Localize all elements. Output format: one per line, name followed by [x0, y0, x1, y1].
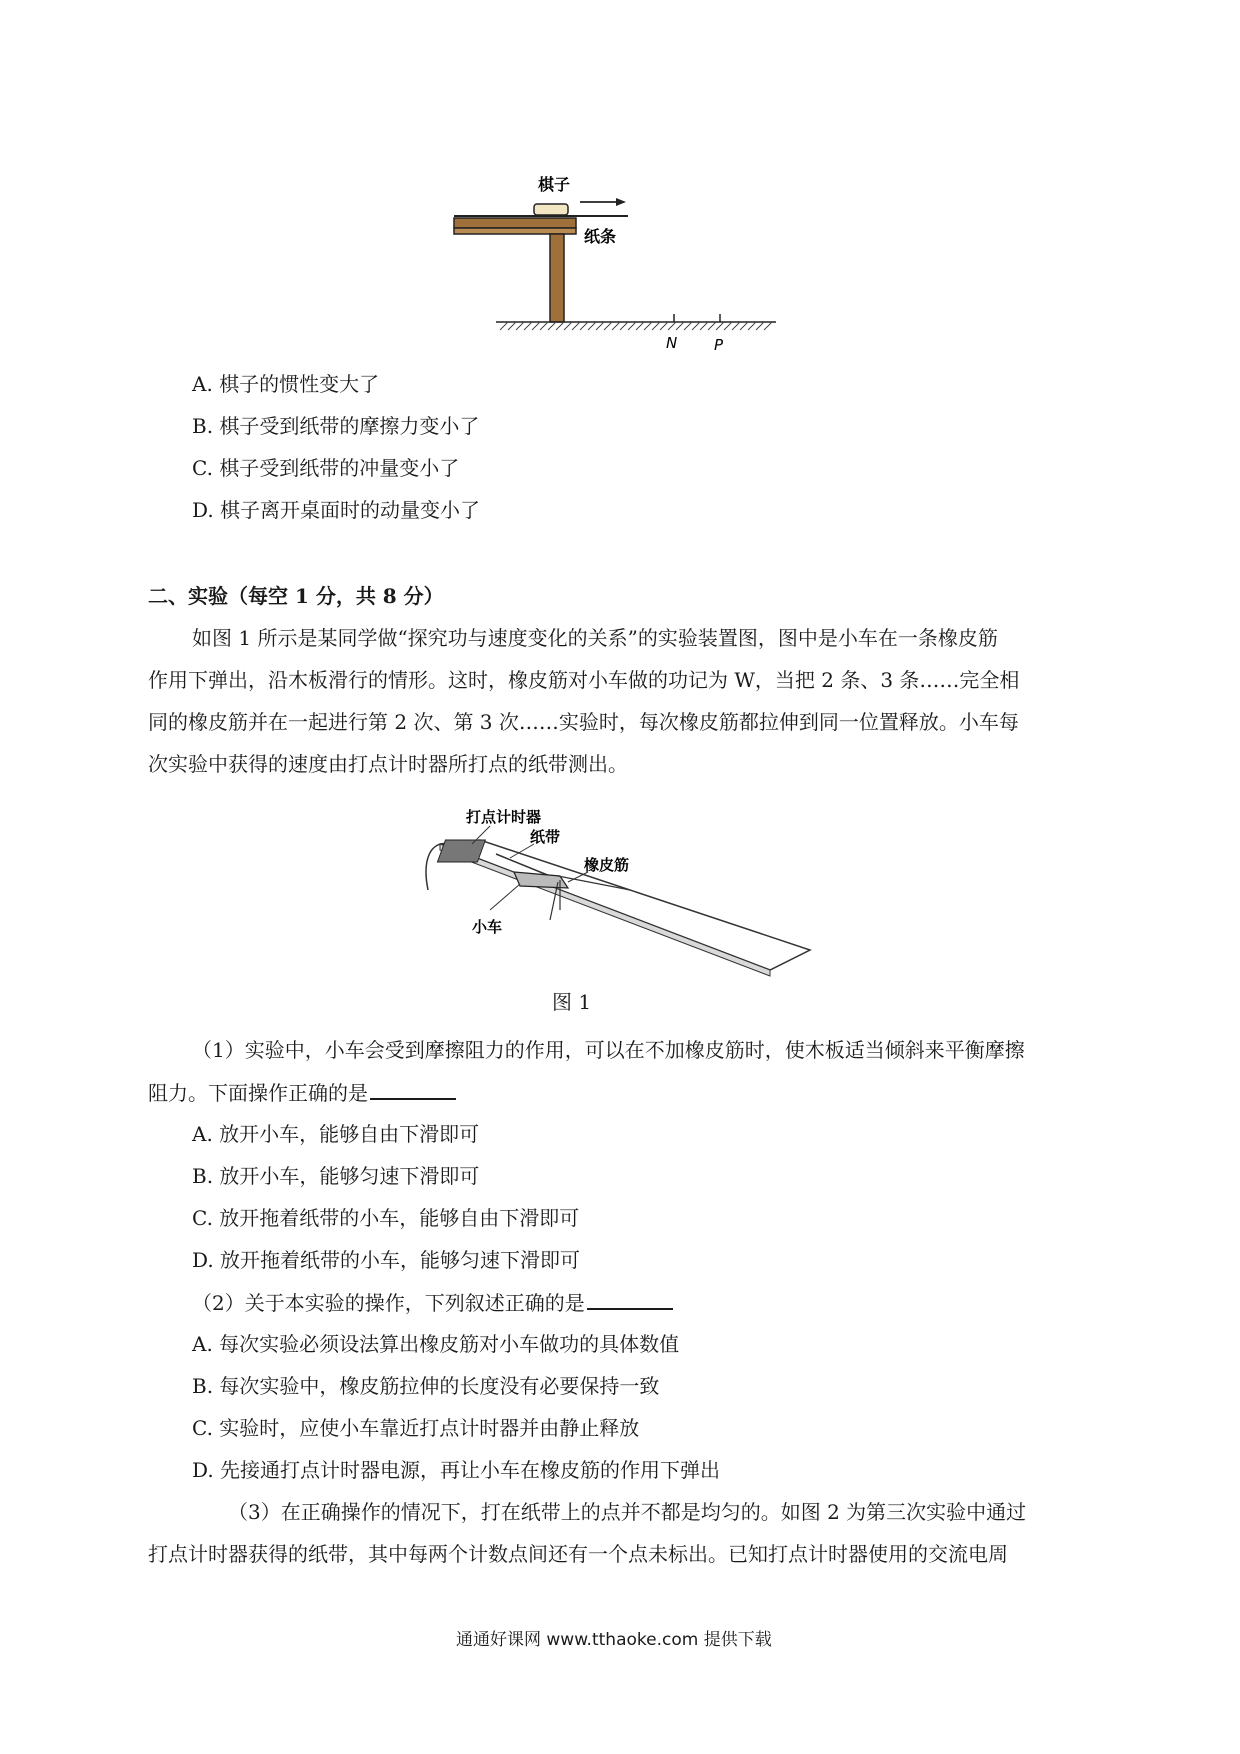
- timer-device: [437, 840, 485, 862]
- q1-stem-line-1: （1）实验中，小车会受到摩擦阻力的作用，可以在不加橡皮筋时，使木板适当倾斜来平衡摩擦: [192, 1038, 1025, 1062]
- prev-option-a: A. 棋子的惯性变大了: [192, 372, 380, 396]
- q1-option-d: D. 放开拖着纸带的小车，能够匀速下滑即可: [192, 1248, 581, 1272]
- q2-stem: （2）关于本实验的操作，下列叙述正确的是: [192, 1288, 673, 1317]
- q2-option-c: C. 实验时，应使小车靠近打点计时器并由静止释放: [192, 1416, 640, 1440]
- label-n: N: [666, 334, 678, 352]
- q2-option-a: A. 每次实验必须设法算出橡皮筋对小车做功的具体数值: [192, 1332, 680, 1356]
- section-title: 二、实验（每空 1 分，共 8 分）: [148, 584, 444, 608]
- q1-option-c: C. 放开拖着纸带的小车，能够自由下滑即可: [192, 1206, 580, 1230]
- label-timer: 打点计时器: [466, 808, 542, 826]
- label-cart: 小车: [472, 918, 503, 936]
- figure-1-apparatus: [410, 800, 830, 1000]
- intro-line-3: 同的橡皮筋并在一起进行第 2 次、第 3 次……实验时，每次橡皮筋都拉伸到同一位置释放。小车每: [148, 710, 1019, 734]
- page-footer: 通通好课网 www.tthaoke.com 提供下载: [456, 1630, 772, 1650]
- label-p: P: [714, 336, 724, 354]
- prev-option-d: D. 棋子离开桌面时的动量变小了: [192, 498, 481, 522]
- prev-option-c: C. 棋子受到纸带的冲量变小了: [192, 456, 460, 480]
- q1-answer-blank[interactable]: [370, 1078, 456, 1100]
- intro-line-2: 作用下弹出，沿木板滑行的情形。这时，橡皮筋对小车做的功记为 W，当把 2 条、3 条……完全相: [148, 668, 1020, 692]
- q3-stem-line-2: 打点计时器获得的纸带，其中每两个计数点间还有一个点未标出。已知打点计时器使用的交流电周: [148, 1542, 1008, 1566]
- q1-option-b: B. 放开小车，能够匀速下滑即可: [192, 1164, 480, 1188]
- q2-answer-blank[interactable]: [587, 1288, 673, 1310]
- q2-option-b: B. 每次实验中，橡皮筋拉伸的长度没有必要保持一致: [192, 1374, 660, 1398]
- intro-line-4: 次实验中获得的速度由打点计时器所打点的纸带测出。: [148, 752, 628, 776]
- chess-piece: [534, 204, 568, 215]
- figure-chess-piece-table: [450, 160, 790, 360]
- table-leg: [550, 234, 564, 322]
- q1-option-a: A. 放开小车，能够自由下滑即可: [192, 1122, 480, 1146]
- figure-1-caption: 图 1: [552, 990, 592, 1014]
- table-top: [454, 218, 576, 228]
- label-tape: 纸带: [530, 828, 561, 846]
- q2-option-d: D. 先接通打点计时器电源，再让小车在橡皮筋的作用下弹出: [192, 1458, 721, 1482]
- label-chess-piece: 棋子: [538, 175, 571, 194]
- prev-option-b: B. 棋子受到纸带的摩擦力变小了: [192, 414, 480, 438]
- q1-stem-line-2: 阻力。下面操作正确的是: [148, 1078, 456, 1107]
- label-rubber-band: 橡皮筋: [584, 856, 630, 874]
- label-paper-strip: 纸条: [584, 227, 617, 246]
- intro-line-1: 如图 1 所示是某同学做“探究功与速度变化的关系”的实验装置图，图中是小车在一条橡皮筋: [192, 626, 998, 650]
- q3-stem-line-1: （3）在正确操作的情况下，打在纸带上的点并不都是均匀的。如图 2 为第三次实验中通过: [228, 1500, 1027, 1524]
